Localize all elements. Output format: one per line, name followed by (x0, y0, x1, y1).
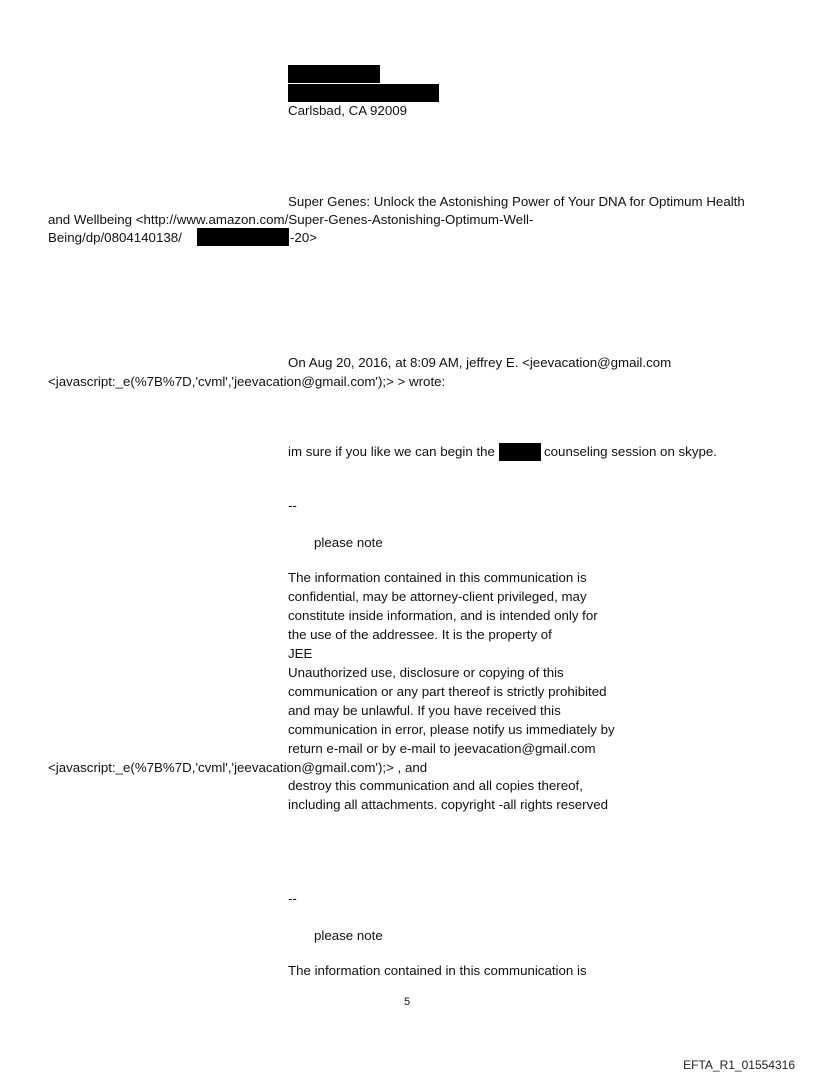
book-link-line: and Wellbeing <http://www.amazon.com/Super-Genes-Astonishing-Optimum-Well- (48, 212, 534, 227)
disclaimer-line: The information contained in this communication is (288, 570, 587, 585)
page-number: 5 (404, 996, 411, 1008)
signature-separator: -- (288, 498, 297, 513)
disclaimer-closing (288, 776, 628, 814)
book-link-start: Being/dp/0804140138/ (48, 230, 182, 245)
address-city-line: Carlsbad, CA 92009 (288, 103, 408, 118)
disclaimer-line: communication in error, please notify us immediately by (288, 722, 615, 737)
redaction-bar (499, 443, 541, 461)
disclaimer-line: and may be unlawful. If you have received this (288, 703, 561, 718)
disclaimer-text (288, 568, 628, 758)
disclaimer-line: communication or any part thereof is strictly prohibited (288, 684, 607, 699)
signature-note: please note (314, 928, 383, 943)
disclaimer-line: the use of the addressee. It is the property of (288, 627, 552, 642)
disclaimer-line: constitute inside information, and is intended only for (288, 608, 598, 623)
redaction-bar (288, 65, 380, 83)
disclaimer-js-line: <javascript:_e(%7B%7D,'cvml','jeevacation@gmail.com');> , and (48, 760, 428, 775)
disclaimer-line: Unauthorized use, disclosure or copying of this (288, 665, 564, 680)
message-text-start: im sure if you like we can begin the (288, 444, 495, 459)
signature-separator: -- (288, 891, 297, 906)
redaction-bar (288, 84, 439, 102)
disclaimer-line: return e-mail or by e-mail to jeevacation@gmail.com (288, 741, 596, 756)
disclaimer-line: confidential, may be attorney-client privileged, may (288, 589, 587, 604)
book-link-end: -20> (290, 230, 317, 245)
book-title-line: Super Genes: Unlock the Astonishing Power of Your DNA for Optimum Health (288, 194, 745, 209)
signature-note: please note (314, 535, 383, 550)
redaction-bar (197, 228, 289, 246)
disclaimer-line: JEE (288, 646, 313, 661)
disclaimer-line: including all attachments. copyright -all rights reserved (288, 797, 609, 812)
disclaimer-line: The information contained in this communication is (288, 963, 587, 978)
reply-header-js-line: <javascript:_e(%7B%7D,'cvml','jeevacation@gmail.com');> > wrote: (48, 374, 446, 389)
bates-number: EFTA_R1_01554316 (683, 1058, 795, 1072)
reply-header-line: On Aug 20, 2016, at 8:09 AM, jeffrey E. <jeevacation@gmail.com (288, 355, 672, 370)
message-text-end: counseling session on skype. (544, 444, 717, 459)
disclaimer-line: destroy this communication and all copies thereof, (288, 778, 583, 793)
